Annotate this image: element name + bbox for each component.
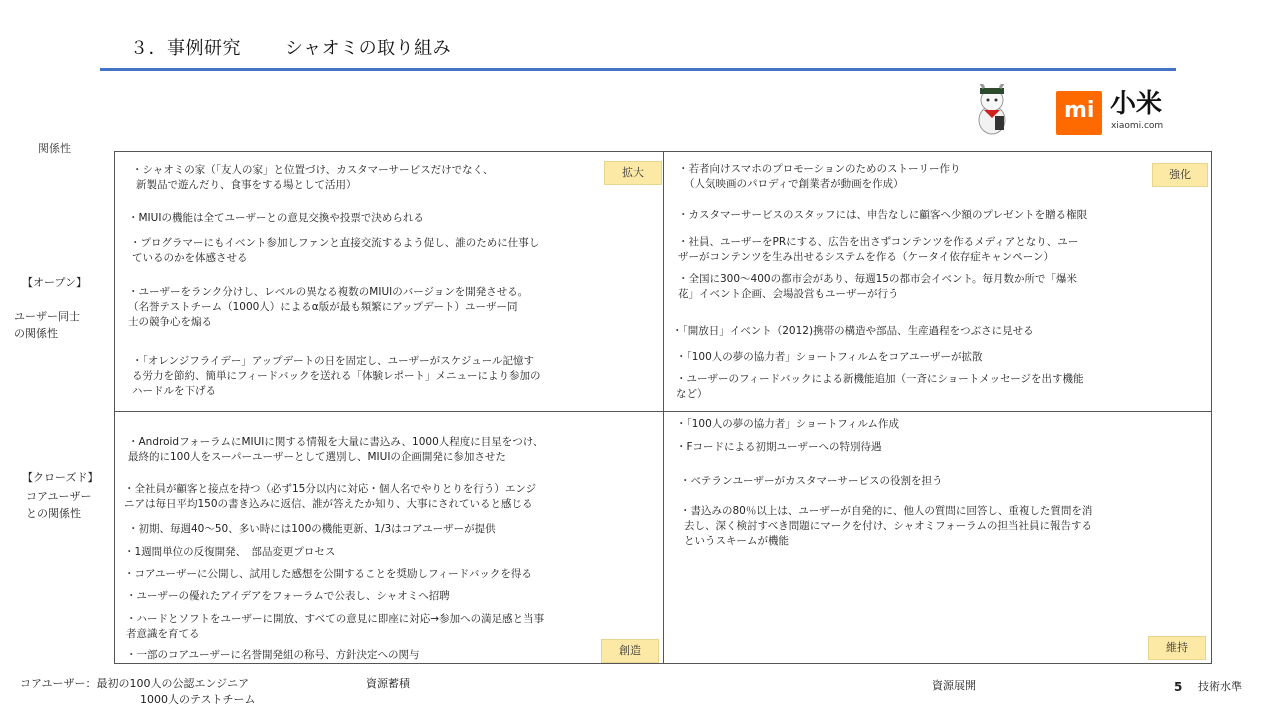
bl-item-4: ・1週間単位の反復開発、 部品変更プロセス: [124, 546, 336, 558]
br-item-2: ・Fコードによる初期ユーザーへの特別待遇: [676, 441, 882, 453]
row-closed-tag: 【クローズド】: [22, 471, 99, 484]
tl-item-1: ・シャオミの家（「友人の家」と位置づけ、カスタマーサービスだけでなく、 新製品で遊んだり、食事をする場として活用）: [132, 164, 494, 191]
bl-item-1: ・AndroidフォーラムにMIUIに関する情報を大量に書込み、1000人程度に目星をつけ、 最終的に100人をスーパーユーザーとして選別し、MIUIの企画開発に参加させた: [128, 436, 544, 463]
tr-item-2: ・カスタマーサービスのスタッフには、申告なしに顧客へ少額のプレゼントを贈る権限: [678, 209, 1088, 221]
tl-item-2: ・MIUIの機能は全てユーザーとの意見交換や投票で決められる: [128, 212, 424, 224]
bl-item-3: ・初期、毎週40～50、多い時には100の機能更新、1/3はコアユーザーが提供: [128, 523, 496, 535]
row-closed-desc-2: との関係性: [26, 507, 81, 520]
row-open-desc-2: の関係性: [14, 327, 58, 340]
tl-item-5: ・「オレンジフライデー」アップデートの日を固定し、ユーザーがスケジュール記憶す る労力を節約、簡単にフィードバックを送れる「体験レポート」メニューにより参加の ハードルを下げる: [132, 355, 541, 397]
page-number: 5: [1174, 680, 1183, 694]
br-item-3: ・ベテランユーザーがカスタマーサービスの役割を担う: [680, 475, 943, 487]
br-item-4: ・書込みの80％以上は、ユーザーが自発的に、他人の質問に回答し、重複した質問を消 去し、深く検討すべき問題にマークを付け、シャオミフォーラムの担当社員に報告する というスキームが機能: [680, 505, 1093, 547]
row-label-closed: [22, 469, 98, 486]
tr-item-4: ・全国に300～400の都市会があり、毎週15の都市会イベント。毎月数か所で「爆米 花」イベント企画、会場設営もユーザーが行う: [678, 273, 1077, 300]
bl-item-8: ・一部のコアユーザーに名誉開発組の称号、方針決定への関与: [126, 649, 420, 661]
row-desc-closed: [26, 488, 91, 522]
quadrant-tag-maintain: 維持: [1148, 636, 1206, 660]
matrix-vertical-divider: [663, 151, 664, 664]
core-user-note: [20, 676, 256, 708]
matrix-horizontal-divider: [114, 411, 1212, 412]
tl-item-4: ・ユーザーをランク分けし、レベルの異なる複数のMIUIのバージョンを開発させる。 （名誉テストチーム（1000人）によるα版が最も頻繁にアップデート）ユーザー同 士の競争心を煽る: [128, 286, 529, 328]
bl-item-5: ・コアユーザーに公開し、試用した感想を公開することを奨励しフィードバックを得る: [124, 568, 532, 580]
row-label-open: [22, 274, 87, 291]
xiaomi-logo-url: xiaomi.com: [1111, 121, 1164, 131]
page-title: [130, 34, 451, 60]
quadrant-tag-expand: 拡大: [604, 161, 662, 185]
row-open-desc-1: ユーザー同士: [14, 310, 80, 323]
row-desc-open: [14, 308, 80, 342]
quadrant-tag-create: 創造: [601, 639, 659, 663]
tr-item-3: ・社員、ユーザーをPRにする、広告を出さずコンテンツを作るメディアとなり、ユー ザーがコンテンツを生み出せるシステムを作る（ケータイ依存症キャンペーン）: [678, 236, 1079, 263]
title-main: ３．事例研究: [130, 38, 241, 59]
x-axis-label-right: 資源展開: [932, 679, 976, 692]
tr-item-6: ・「100人の夢の協力者」ショートフィルムをコアユーザーが拡散: [676, 351, 983, 363]
mitu-mascot-icon: [972, 84, 1012, 136]
quadrant-tag-strengthen: 強化: [1152, 163, 1208, 187]
br-item-1: ・「100人の夢の協力者」ショートフィルム作成: [676, 418, 900, 430]
tr-item-7: ・ユーザーのフィードバックによる新機能追加（一斉にショートメッセージを出す機能 など）: [676, 373, 1084, 400]
row-closed-desc-1: コアユーザー: [26, 490, 92, 503]
x-axis-label-left: 資源蓄積: [366, 677, 410, 690]
title-sub: シャオミの取り組み: [285, 38, 452, 59]
bl-item-7: ・ハードとソフトをユーザーに開放、すべての意見に即座に対応→参加への満足感と当事 者意識を育てる: [126, 613, 545, 640]
tr-item-5: ・「開放日」イベント（2012)携帯の構造や部品、生産過程をつぶさに見せる: [672, 325, 1034, 337]
title-underline: [100, 68, 1176, 71]
right-note: 技術水準: [1198, 680, 1242, 693]
core-user-note-line-1: コアユーザー：最初の100人の公認エンジニア: [20, 677, 250, 690]
bl-item-6: ・ユーザーの優れたアイデアをフォーラムで公表し、シャオミへ招聘: [126, 590, 450, 602]
core-user-note-line-2: 1000人のテストチーム: [140, 693, 256, 706]
y-axis-label: 関係性: [38, 142, 71, 155]
row-open-tag: 【オープン】: [22, 276, 88, 289]
xiaomi-logo-mark: mi: [1064, 98, 1095, 123]
xiaomi-logo-text: 小米: [1110, 89, 1163, 119]
tr-item-1: ・若者向けスマホのプロモーションのためのストーリー作り （人気映画のパロディで創業者が動画を作成）: [678, 163, 961, 190]
bl-item-2: ・全社員が顧客と接点を持つ（必ず15分以内に対応・個人名でやりとりを行う）エンジ ニアは毎日平均150の書き込みに返信、誰が答えたか知り、大事にされていると感じる: [124, 483, 537, 510]
tl-item-3: ・プログラマーにもイベント参加しファンと直接交流するよう促し、誰のために仕事し ているのかを体感させる: [130, 237, 540, 264]
